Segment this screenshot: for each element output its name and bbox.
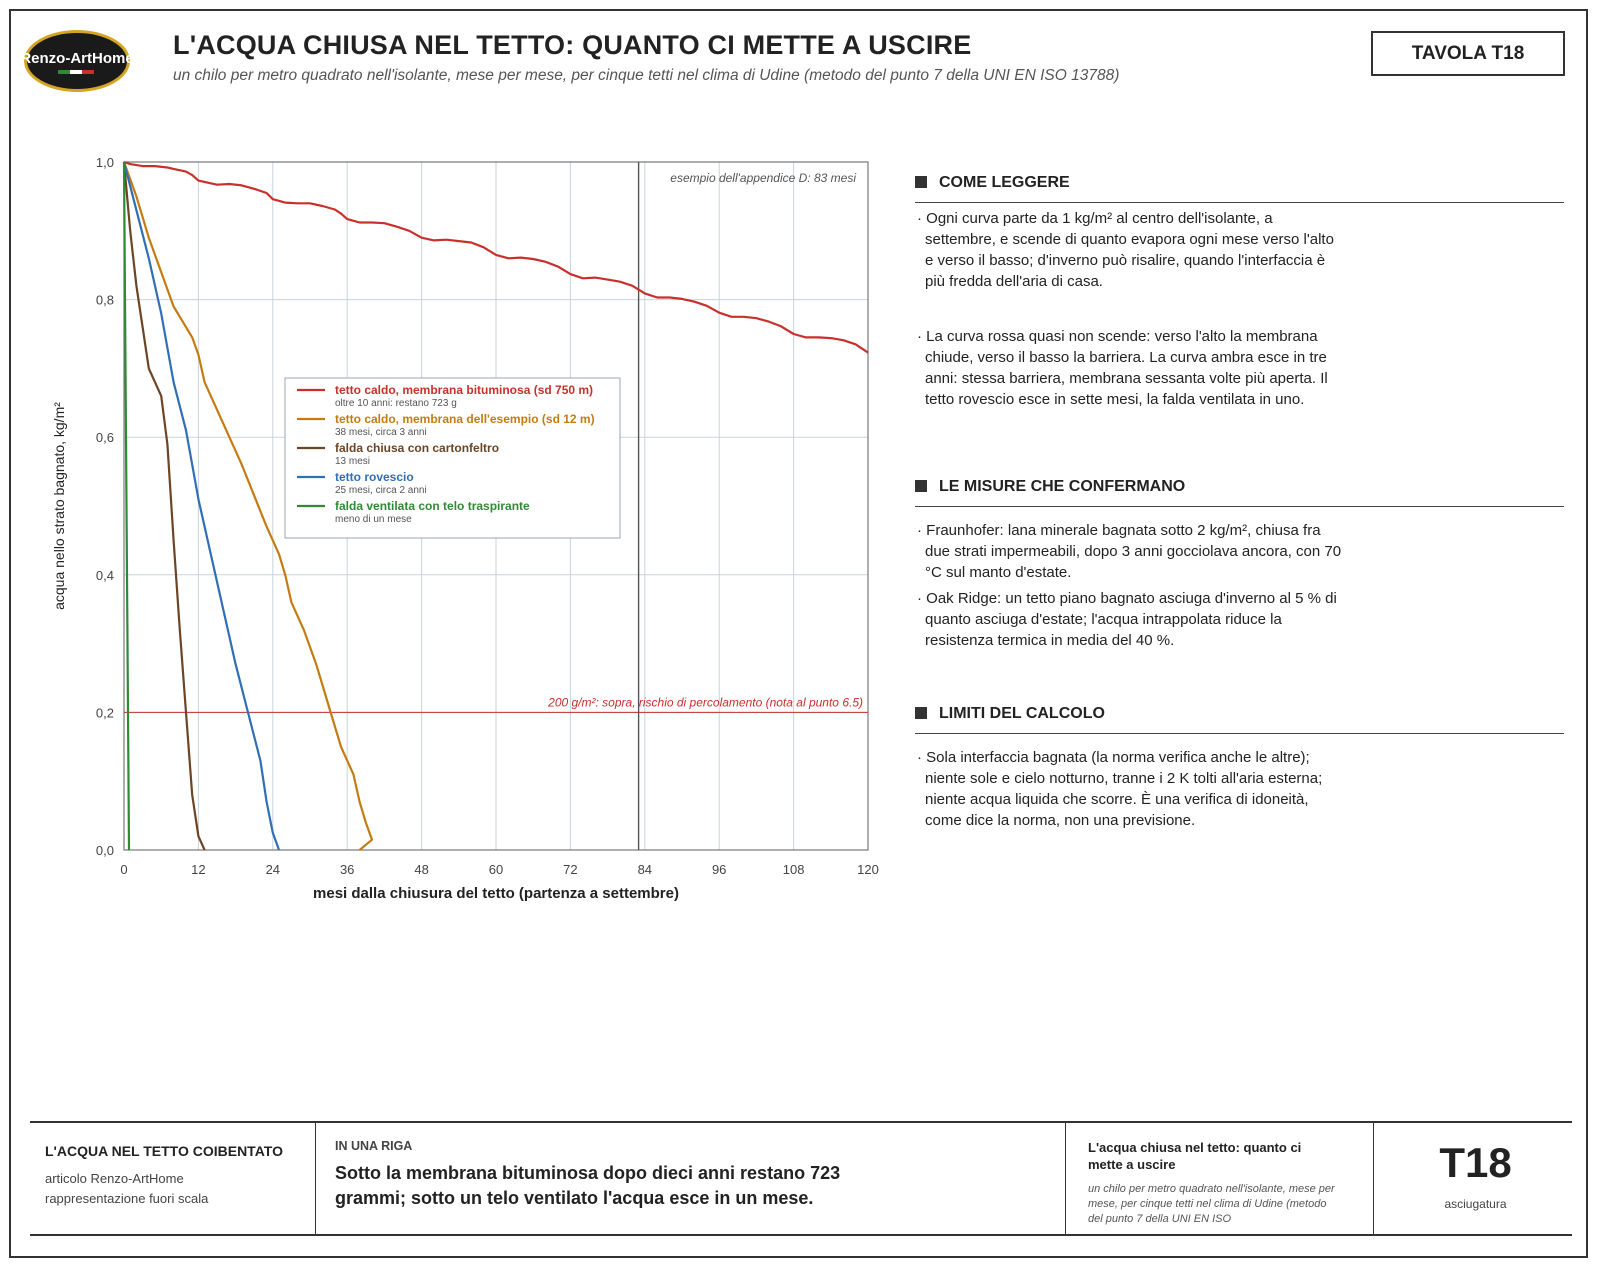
footer-scale-note: rappresentazione fuori scala xyxy=(45,1191,209,1206)
legend-note: meno di un mese xyxy=(335,514,412,525)
x-tick-label: 60 xyxy=(488,862,504,877)
footer-one-line-label: IN UNA RIGA xyxy=(335,1139,413,1153)
series-line xyxy=(124,162,279,850)
legend-label: falda chiusa con cartonfeltro xyxy=(335,441,500,455)
series-line xyxy=(124,162,129,850)
section-bullet-square xyxy=(915,176,927,188)
footer-plate-category: asciugatura xyxy=(1444,1197,1507,1211)
x-tick-label: 108 xyxy=(782,862,805,877)
y-tick-label: 0,6 xyxy=(95,430,114,446)
section-bullet-square xyxy=(915,480,927,492)
series-line xyxy=(124,162,205,850)
section-heading-text: COME LEGGERE xyxy=(939,174,1070,191)
section-heading-text: LE MISURE CHE CONFERMANO xyxy=(939,478,1186,495)
drying-chart xyxy=(0,0,900,930)
section-heading xyxy=(915,174,1070,192)
plate-label: TAVOLA T18 xyxy=(1371,31,1565,76)
y-tick-label: 1,0 xyxy=(95,155,114,170)
x-tick-label: 120 xyxy=(857,862,879,877)
logo-text: Renzo-ArtHome xyxy=(22,50,132,67)
x-tick-label: 48 xyxy=(414,862,429,877)
threshold-label: 200 g/m²: sopra, rischio di percolamento (nota al punto 6.5) xyxy=(548,695,863,710)
y-tick-label: 0,4 xyxy=(95,567,114,583)
footer-plate-code: T18 xyxy=(1439,1139,1512,1186)
y-tick-label: 0,0 xyxy=(95,843,114,858)
x-axis-title: mesi dalla chiusura del tetto (partenza a settembre) xyxy=(313,885,679,902)
x-tick-label: 36 xyxy=(339,862,355,877)
section-rule xyxy=(915,733,1564,734)
y-tick-label: 0,8 xyxy=(95,292,114,308)
page-subtitle: un chilo per metro quadrato nell'isolante, mese per mese, per cinque tetti nel clima di Udine (metodo del punto 7 della UNI EN ISO 13788) xyxy=(173,67,1120,84)
legend-label: tetto rovescio xyxy=(335,470,414,484)
legend-label: falda ventilata con telo traspirante xyxy=(335,499,530,513)
section-heading xyxy=(915,478,1185,496)
legend-note: 13 mesi xyxy=(335,456,371,467)
x-tick-label: 72 xyxy=(563,862,578,877)
footer-article: articolo Renzo-ArtHome xyxy=(45,1171,184,1186)
section-bullet: · Oak Ridge: un tetto piano bagnato asciuga d'inverno al 5 % di quanto asciuga d'estate; l'acqua intrappolata riduce la resistenza termica in media del 40 %. xyxy=(917,590,1337,649)
footer-divider xyxy=(315,1123,316,1234)
y-axis-title: acqua nello strato bagnato, kg/m² xyxy=(51,402,67,610)
x-tick-label: 96 xyxy=(711,862,727,877)
section-bullet: · La curva rossa quasi non scende: verso l'alto la membrana chiude, verso il basso la barriera. La curva ambra esce in tre anni: stessa barriera, membrana sessanta volte più aperta. Il tetto rovescio esce in sette mesi, la falda ventilata in uno. xyxy=(917,328,1328,408)
legend-note: oltre 10 anni: restano 723 g xyxy=(335,398,457,409)
example-marker-label: esempio dell'appendice D: 83 mesi xyxy=(670,171,856,185)
legend-label: tetto caldo, membrana bituminosa (sd 750 m) xyxy=(335,383,594,397)
footer-series-title: L'ACQUA NEL TETTO COIBENTATO xyxy=(45,1143,283,1159)
footer-plate-subtitle: un chilo per metro quadrato nell'isolante, mese per mese, per cinque tetti nel clima di Udine (metodo del punto 7 della UNI EN ISO xyxy=(1088,1183,1335,1225)
page-title: L'ACQUA CHIUSA NEL TETTO: QUANTO CI METTE A USCIRE xyxy=(173,30,972,60)
section-rule xyxy=(915,202,1564,203)
y-tick-label: 0,2 xyxy=(95,705,114,721)
legend-note: 38 mesi, circa 3 anni xyxy=(335,427,427,438)
section-rule xyxy=(915,506,1564,507)
x-tick-label: 0 xyxy=(120,862,128,877)
legend-note: 25 mesi, circa 2 anni xyxy=(335,485,427,496)
legend-label: tetto caldo, membrana dell'esempio (sd 12 m) xyxy=(335,412,595,426)
footer-divider xyxy=(1065,1123,1066,1234)
section-bullet-square xyxy=(915,707,927,719)
x-tick-label: 12 xyxy=(191,862,206,877)
section-bullet: · Sola interfaccia bagnata (la norma verifica anche le altre); niente sole e cielo notturno, tranne i 2 K tolti all'aria esterna; niente acqua liquida che scorre. È una verifica di idoneità, come dice la norma, non una previsione. xyxy=(917,749,1323,829)
footer-plate-title: L'acqua chiusa nel tetto: quanto ci mette a uscire xyxy=(1088,1140,1302,1172)
footer-one-line-text: Sotto la membrana bituminosa dopo dieci anni restano 723 grammi; sotto un telo ventilato l'acqua esce in un mese. xyxy=(335,1163,841,1208)
section-bullet: · Fraunhofer: lana minerale bagnata sotto 2 kg/m², chiusa fra due strati impermeabili, dopo 3 anni gocciolava ancora, con 70 °C sul manto d'estate. xyxy=(917,522,1342,581)
section-heading xyxy=(915,705,1105,723)
section-heading-text: LIMITI DEL CALCOLO xyxy=(939,705,1105,722)
x-tick-label: 84 xyxy=(637,862,653,877)
footer xyxy=(30,1121,1572,1236)
x-tick-label: 24 xyxy=(265,862,281,877)
footer-divider xyxy=(1373,1123,1374,1234)
section-bullet: · Ogni curva parte da 1 kg/m² al centro dell'isolante, a settembre, e scende di quanto evapora ogni mese verso l'alto e verso il basso; d'inverno può risalire, quando l'interfaccia è più fredda dell'aria di casa. xyxy=(917,210,1334,290)
